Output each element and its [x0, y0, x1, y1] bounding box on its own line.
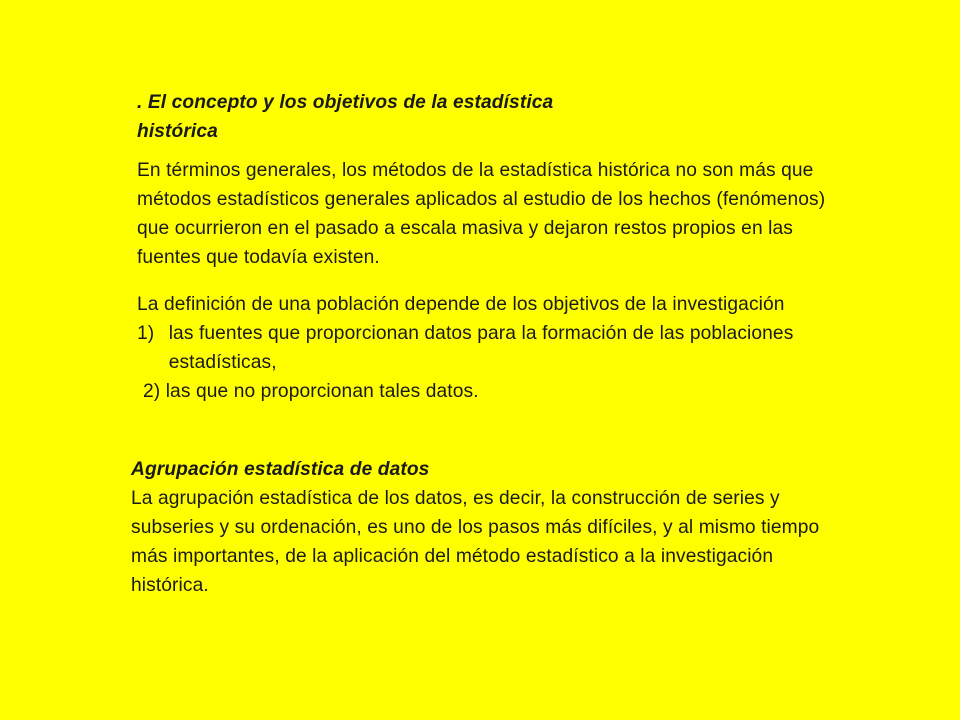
- population-intro: La definición de una población depende de los objetivos de la investigación: [137, 294, 785, 315]
- section-title: [137, 88, 637, 146]
- grouping-heading: Agrupación estadística de datos: [131, 459, 430, 480]
- paragraph-methods: En términos generales, los métodos de la estadística histórica no son más que métodos estadísticos generales aplicados al estudio de los hechos (fenómenos) que ocurrieron en el pasado a escala masiva y dejaron restos propios en las fuentes que todavía existen.: [137, 160, 826, 268]
- paragraph-population: [137, 290, 837, 406]
- list-item-marker: 1): [137, 323, 155, 344]
- list-item: 2) las que no proporcionan tales datos.: [143, 381, 479, 402]
- list-item-text: las fuentes que proporcionan datos para la formación de las poblaciones estadísticas,: [168, 323, 794, 373]
- list-item: [137, 319, 837, 377]
- grouping-body: La agrupación estadística de los datos, es decir, la construcción de series y subseries y su ordenación, es uno de los pasos más difíciles, y al mismo tiempo más importantes, de la aplicación del método estadístico a la investigación histórica.: [131, 488, 820, 596]
- section-title-line-1: . El concepto y los objetivos de la estadística: [137, 92, 554, 113]
- section-title-line-2: histórica: [137, 121, 218, 142]
- paragraph-grouping: [131, 455, 851, 600]
